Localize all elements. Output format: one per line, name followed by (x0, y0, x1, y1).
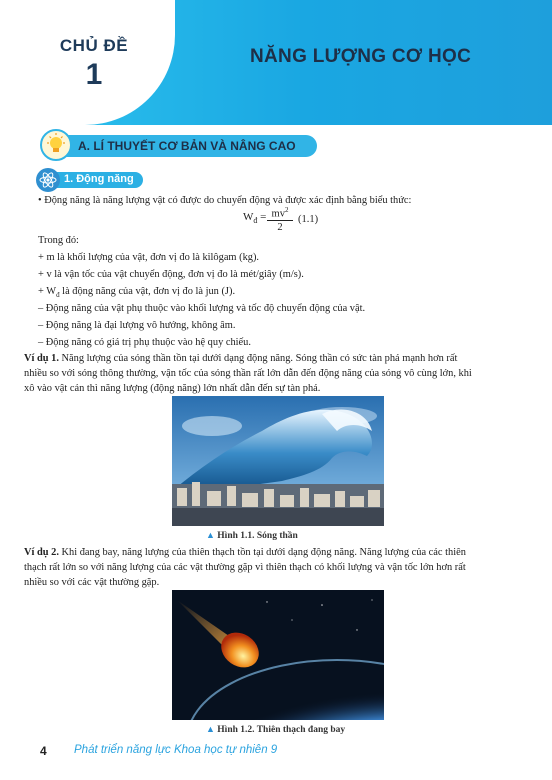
formula-lhs: $W_đ$ = (243, 211, 267, 226)
lightbulb-icon (40, 129, 72, 161)
page-number: 4 (40, 744, 47, 758)
book-title: Phát triển năng lực Khoa học tự nhiên 9 (74, 744, 278, 756)
example-2-line-1: Ví dụ 2. Khi đang bay, năng lượng của thiên thạch tồn tại dưới dạng động năng. Năng lượng của các thiên (24, 547, 466, 558)
section-title: A. LÍ THUYẾT CƠ BẢN VÀ NÂNG CAO (78, 139, 296, 153)
tsunami-image (172, 396, 384, 526)
formula-denominator: 2 (277, 222, 283, 233)
meteor-image (172, 590, 384, 720)
subsection-title: 1. Động năng (64, 173, 134, 185)
note-3: – Động năng có giá trị phụ thuộc vào hệ quy chiếu. (38, 337, 251, 348)
figure-2-caption: ▲ Hình 1.2. Thiên thạch đang bay (206, 724, 346, 735)
example-1-line-3: xô vào vật cản thì năng lượng (động năng) lớn nhất dẫn đến sự tàn phá. (24, 383, 321, 394)
note-2: – Động năng là đại lượng vô hướng, không âm. (38, 320, 236, 331)
example-2-line-3: nhiều so với các vật thường gặp. (24, 577, 160, 588)
figure-1-caption: ▲ Hình 1.1. Sóng thần (206, 530, 298, 541)
trong-do-label: Trong đó: (38, 235, 79, 246)
example-2-line-2: thạch rất lớn so với năng lượng của các vật thường gặp vì thiên thạch có khối lượng và vận tốc lớn hơn rất (24, 562, 466, 573)
fraction-line (267, 220, 293, 221)
equation-number: (1.1) (298, 214, 319, 225)
triangle-icon: ▲ (206, 724, 215, 734)
note-1: – Động năng của vật phụ thuộc vào khối lượng và tốc độ chuyển động của vật. (38, 303, 366, 314)
example-1-line-2: nhiều so với sóng thông thường, vận tốc của sóng thần rất lớn dẫn đến động năng của sóng vô cùng lớn, khi (24, 368, 472, 379)
intro-text: • Động năng là năng lượng vật có được do chuyển động và được xác định bằng biểu thức: (38, 195, 412, 206)
example-1-line-1: Ví dụ 1. Năng lượng của sóng thần tồn tại dưới dạng động năng. Sóng thần có sức tàn phá mạnh hơn rất (24, 353, 458, 364)
triangle-icon: ▲ (206, 530, 215, 540)
definition-w: + $W_đ$ là động năng của vật, đơn vị đo là jun (J). (38, 286, 236, 300)
definition-m: + m là khối lượng của vật, đơn vị đo là kilôgam (kg). (38, 252, 260, 263)
chu-de-label: CHỦ ĐỀ (59, 36, 129, 55)
chu-de-number: 1 (85, 58, 103, 91)
chapter-title: NĂNG LƯỢNG CƠ HỌC (250, 46, 472, 67)
atom-icon (36, 168, 60, 192)
definition-v: + v là vận tốc của vật chuyển động, đơn vị đo là mét/giây (m/s). (38, 269, 304, 280)
formula-numerator: $mv^2$ (271, 206, 289, 220)
